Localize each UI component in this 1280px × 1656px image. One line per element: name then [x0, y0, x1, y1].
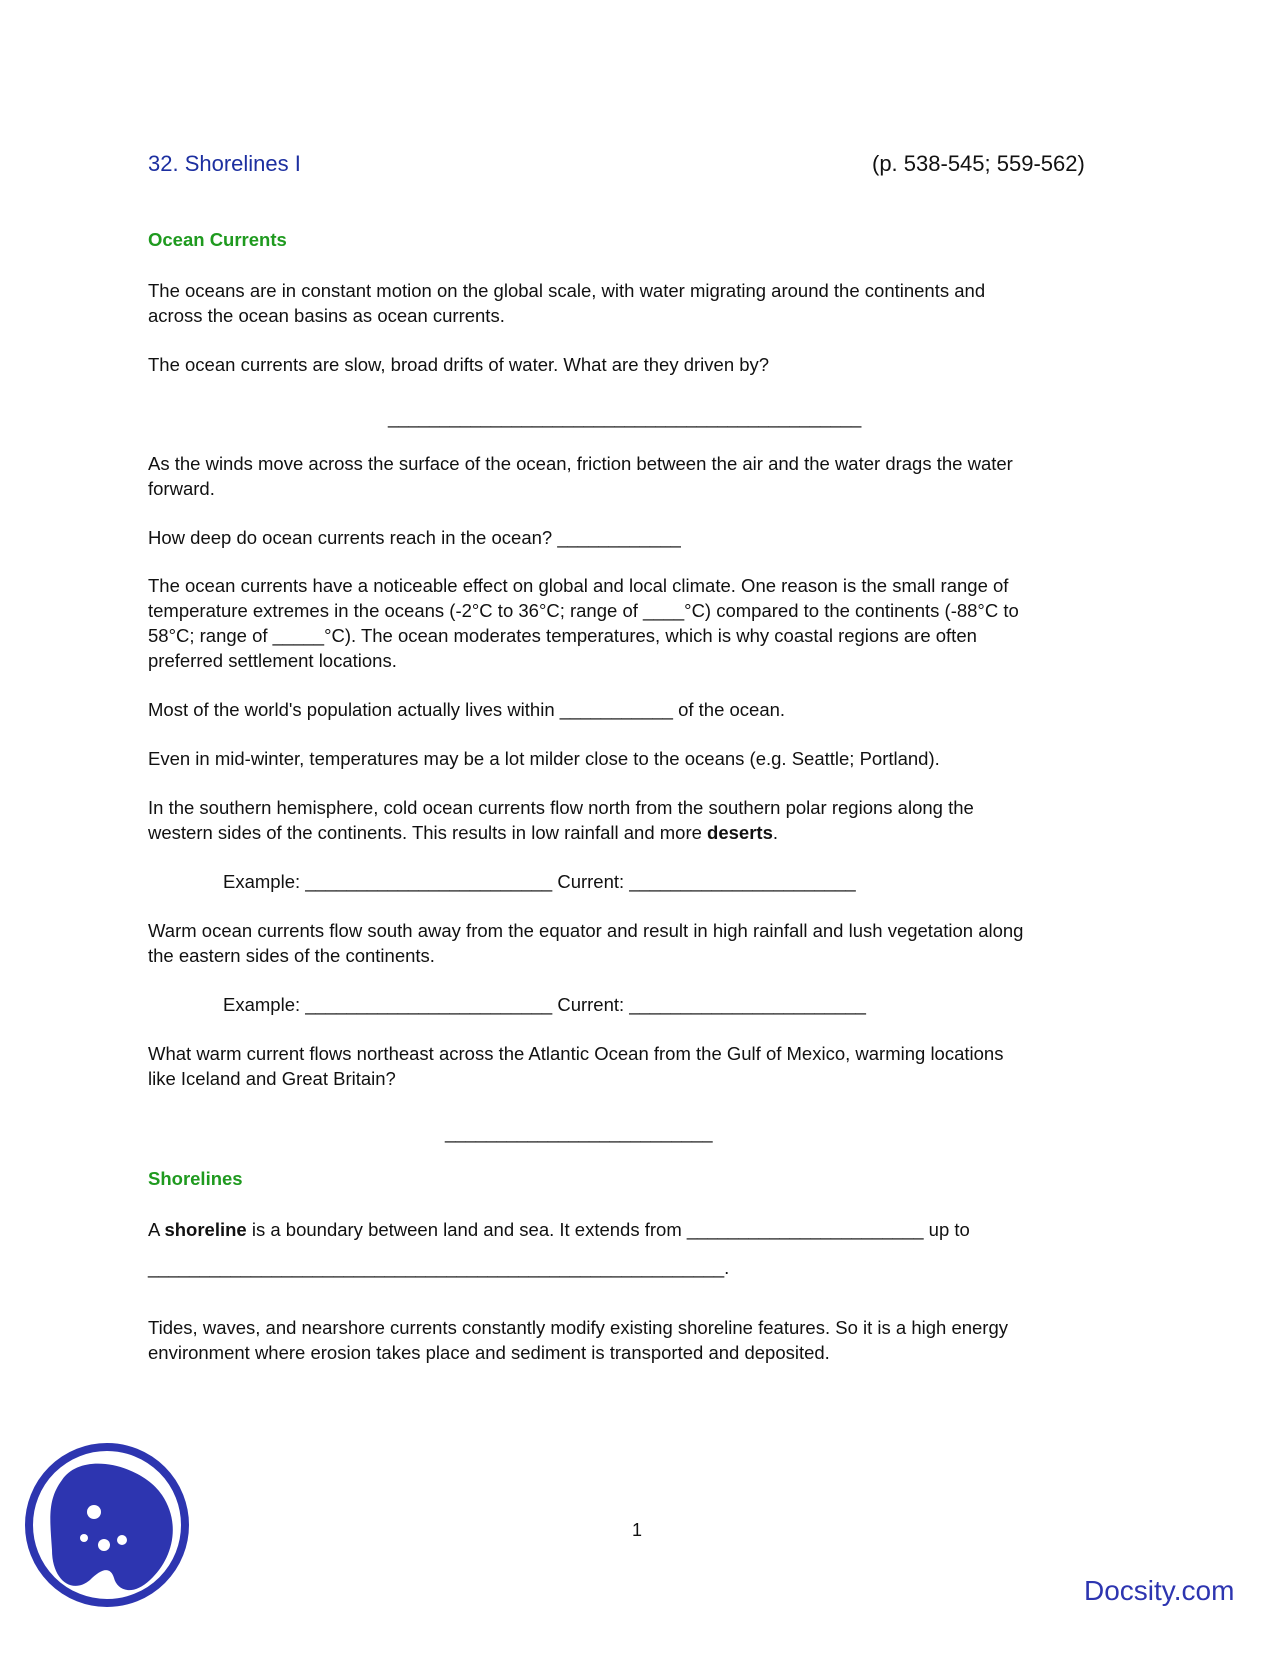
paragraph-line: 58°C; range of _____°C). The ocean moderates temperatures, which is why coastal regions are often	[148, 625, 977, 646]
bold-term-deserts: deserts	[707, 822, 773, 843]
paragraph-line: preferred settlement locations.	[148, 650, 397, 671]
section-heading-ocean-currents: Ocean Currents	[148, 229, 287, 250]
paragraph-line: across the ocean basins as ocean currents.	[148, 305, 505, 326]
paragraph-line: environment where erosion takes place and sediment is transported and deposited.	[148, 1342, 830, 1363]
docsity-link[interactable]: Docsity.com	[1084, 1575, 1235, 1606]
question-driven-by: The ocean currents are slow, broad drifts of water. What are they driven by?	[148, 354, 770, 375]
page-title: 32. Shorelines I	[148, 151, 301, 176]
paragraph-line: forward.	[148, 478, 215, 499]
example-current-cold: Example: ________________________ Current: ______________________	[223, 871, 856, 892]
paragraph-line: western sides of the continents. This results in low rainfall and more deserts.	[148, 822, 779, 843]
paragraph-line: Tides, waves, and nearshore currents constantly modify existing shoreline features. So it is a high energy	[148, 1317, 1009, 1338]
paragraph-line: A shoreline is a boundary between land and sea. It extends from _______________________ up to	[148, 1219, 970, 1240]
paragraph-line: like Iceland and Great Britain?	[148, 1068, 396, 1089]
answer-blank: __________________________	[445, 1122, 713, 1143]
example-current-warm: Example: ________________________ Current: _______________________	[223, 994, 866, 1015]
paragraph-line: Even in mid-winter, temperatures may be a lot milder close to the oceans (e.g. Seattle; Portland).	[148, 748, 940, 769]
answer-blank: ______________________________________________	[388, 407, 862, 428]
bold-term-shoreline: shoreline	[164, 1219, 247, 1240]
docsity-logo-icon	[22, 1440, 192, 1610]
paragraph-line: the eastern sides of the continents.	[148, 945, 435, 966]
paragraph-line: In the southern hemisphere, cold ocean currents flow north from the southern polar regions along the	[148, 797, 974, 818]
answer-blank: ________________________________________________________.	[148, 1257, 730, 1278]
paragraph-line: What warm current flows northeast across the Atlantic Ocean from the Gulf of Mexico, warming locations	[148, 1043, 1004, 1064]
paragraph-line: As the winds move across the surface of the ocean, friction between the air and the water drags the water	[148, 453, 1013, 474]
paragraph-line: temperature extremes in the oceans (-2°C to 36°C; range of ____°C) compared to the continents (-88°C to	[148, 600, 1019, 621]
paragraph-line: The oceans are in constant motion on the global scale, with water migrating around the continents and	[148, 280, 986, 301]
question-population: Most of the world's population actually lives within ___________ of the ocean.	[148, 699, 786, 720]
paragraph-line: The ocean currents have a noticeable effect on global and local climate. One reason is the small range of	[148, 575, 1009, 596]
paragraph-line: Warm ocean currents flow south away from the equator and result in high rainfall and lush vegetation along	[148, 920, 1024, 941]
section-heading-shorelines: Shorelines	[148, 1168, 243, 1189]
page-reference: (p. 538-545; 559-562)	[872, 151, 1085, 176]
question-depth: How deep do ocean currents reach in the ocean? ____________	[148, 527, 681, 548]
page-number: 1	[632, 1520, 643, 1540]
